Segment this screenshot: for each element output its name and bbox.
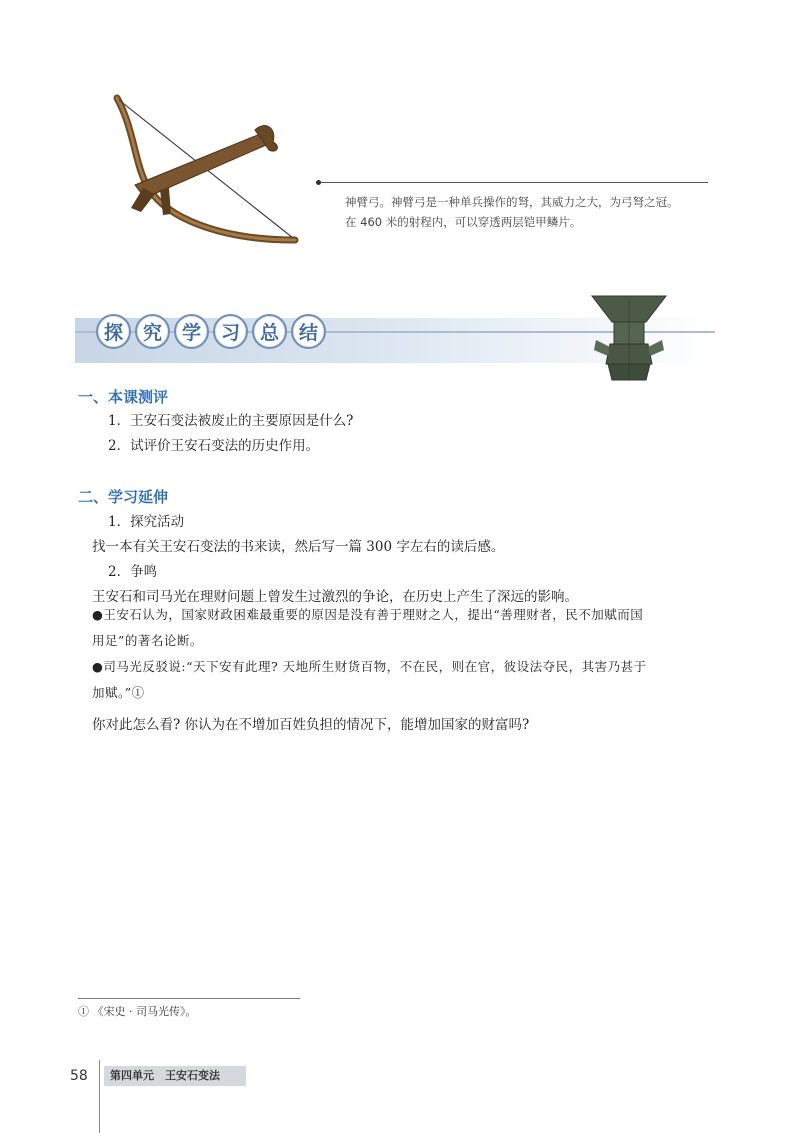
- banner-char: 探: [96, 314, 131, 349]
- quote-line: ●司马光反驳说:“天下安有此理? 天地所生财货百物，不在民，则在官，彼设法夺民，其害乃甚于: [92, 659, 647, 674]
- banner-char: 结: [291, 314, 326, 349]
- section-heading-extension: 二、学习延伸: [78, 488, 169, 506]
- caption-line-1: 神臂弓。神臂弓是一种单兵操作的弩，其威力之大，为弓弩之冠。: [345, 195, 679, 209]
- footer-divider: [99, 1060, 100, 1133]
- footnote-rule: [78, 998, 300, 999]
- question-2: 2．试评价王安石变法的历史作用。: [108, 438, 320, 454]
- activity-title: 1．探究活动: [108, 514, 185, 530]
- bronze-vessel-image: [588, 292, 670, 382]
- banner-char: 习: [213, 314, 248, 349]
- banner-char: 学: [174, 314, 209, 349]
- banner-char: 究: [135, 314, 170, 349]
- caption-pointer-line: [318, 182, 708, 183]
- debate-title: 2．争鸣: [108, 564, 158, 580]
- wang-anshi-quote: [92, 602, 722, 654]
- banner-title: [96, 314, 326, 349]
- discussion-question: 你对此怎么看? 你认为在不增加百姓负担的情况下，能增加国家的财富吗?: [92, 717, 530, 733]
- caption-line-2: 在 460 米的射程内，可以穿透两层铠甲鳞片。: [345, 215, 582, 229]
- debate-text: 王安石和司马光在理财问题上曾发生过激烈的争论，在历史上产生了深远的影响。: [92, 589, 578, 605]
- page-number: 58: [70, 1068, 88, 1084]
- quote-line: ●王安石认为，国家财政困难最重要的原因是没有善于理财之人，提出“善理财者，民不加赋而国: [92, 607, 644, 622]
- question-1: 1．王安石变法被废止的主要原因是什么?: [108, 413, 354, 429]
- crossbow-image: [105, 90, 300, 265]
- figure-caption: [345, 192, 715, 232]
- quote-line: 加赋。”①: [92, 685, 145, 700]
- banner-char: 总: [252, 314, 287, 349]
- quote-line: 用足”的著名论断。: [92, 633, 203, 648]
- sima-guang-quote: [92, 654, 722, 706]
- activity-text: 找一本有关王安石变法的书来读，然后写一篇 300 字左右的读后感。: [92, 539, 505, 555]
- footnote: ① 《宋史 · 司马光传》。: [78, 1005, 197, 1018]
- unit-label: 第四单元 王安石变法: [104, 1066, 246, 1086]
- section-heading-evaluation: 一、本课测评: [78, 388, 169, 406]
